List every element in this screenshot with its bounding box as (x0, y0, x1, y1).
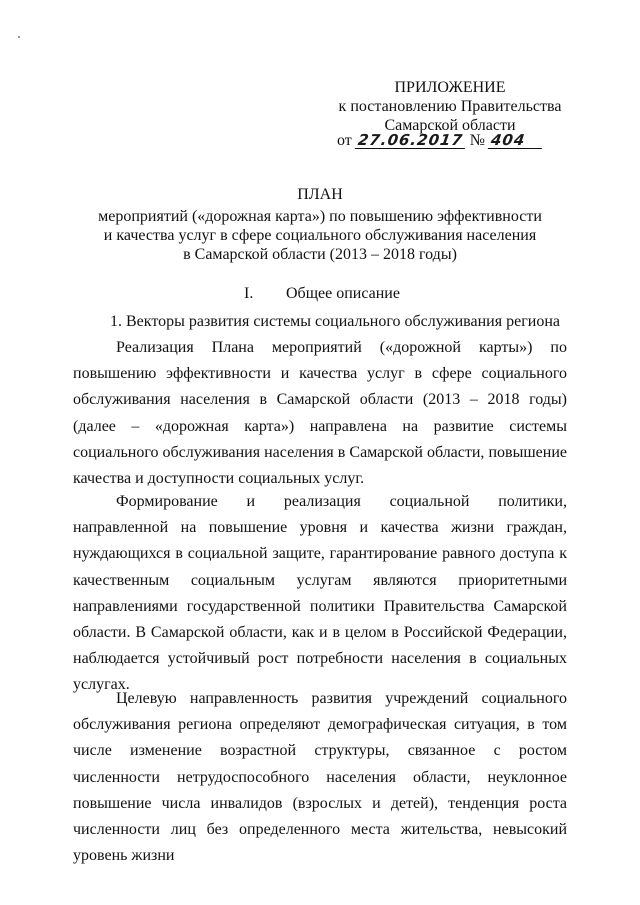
section-heading (244, 285, 400, 303)
scan-speck (18, 36, 20, 38)
subsection-heading: 1. Векторы развития системы социального обслуживания региона (110, 313, 560, 330)
handwritten-date: 27.06.2017 (355, 132, 467, 149)
annex-title: ПРИЛОЖЕНИЕ (394, 79, 506, 96)
annex-line-2: Самарской области (384, 117, 516, 134)
number-label: № (469, 132, 486, 149)
from-label: от (337, 132, 352, 149)
annex-date-number-line (337, 131, 577, 151)
plan-title: ПЛАН (297, 186, 343, 203)
paragraph: Формирование и реализация социальной политики, направленной на повышение уровня и качества жизни граждан, нуждающихся в социальной защите, гарантирование равного доступа к качественным социальным услугам являются приоритетными направлениями государственной политики Правительства Самарской области. В Самарской области, как и в целом в Российской Федерации, наблюдается устойчивый рост потребности населения в социальных услугах. (73, 493, 567, 694)
title-line-2: и качества услуг в сфере социального обслуживания населения (103, 227, 537, 244)
section-title: Общее описание (286, 285, 400, 302)
annex-header (330, 78, 570, 135)
handwritten-number: 404 (488, 132, 544, 149)
title-line-1: мероприятий («дорожная карта») по повышению эффективности (98, 208, 542, 225)
title-line-3: в Самарской области (2013 – 2018 годы) (183, 246, 457, 263)
paragraph: Реализация Плана мероприятий («дорожной карты») по повышению эффективности и качества услуг в сфере социального обслуживания населения в Самарской области (2013 – 2018 годы) (далее – «дорожная карта») направлена на развитие системы социального обслуживания населения в Самарской области, повышение качества и доступности социальных услуг. (73, 339, 567, 488)
section-number: I. (244, 285, 254, 302)
annex-line-1: к постановлению Правительства (338, 98, 562, 115)
paragraph: Целевую направленность развития учреждений социального обслуживания региона определяют демографическая ситуация, в том числе изменение возрастной структуры, связанное с ростом численности нетрудоспособного населения области, неуклонное повышение числа инвалидов (взрослых и детей), тенденция роста численности лиц без определенного места жительства, невысокий уровень жизни (73, 690, 567, 865)
document-title (60, 185, 580, 264)
